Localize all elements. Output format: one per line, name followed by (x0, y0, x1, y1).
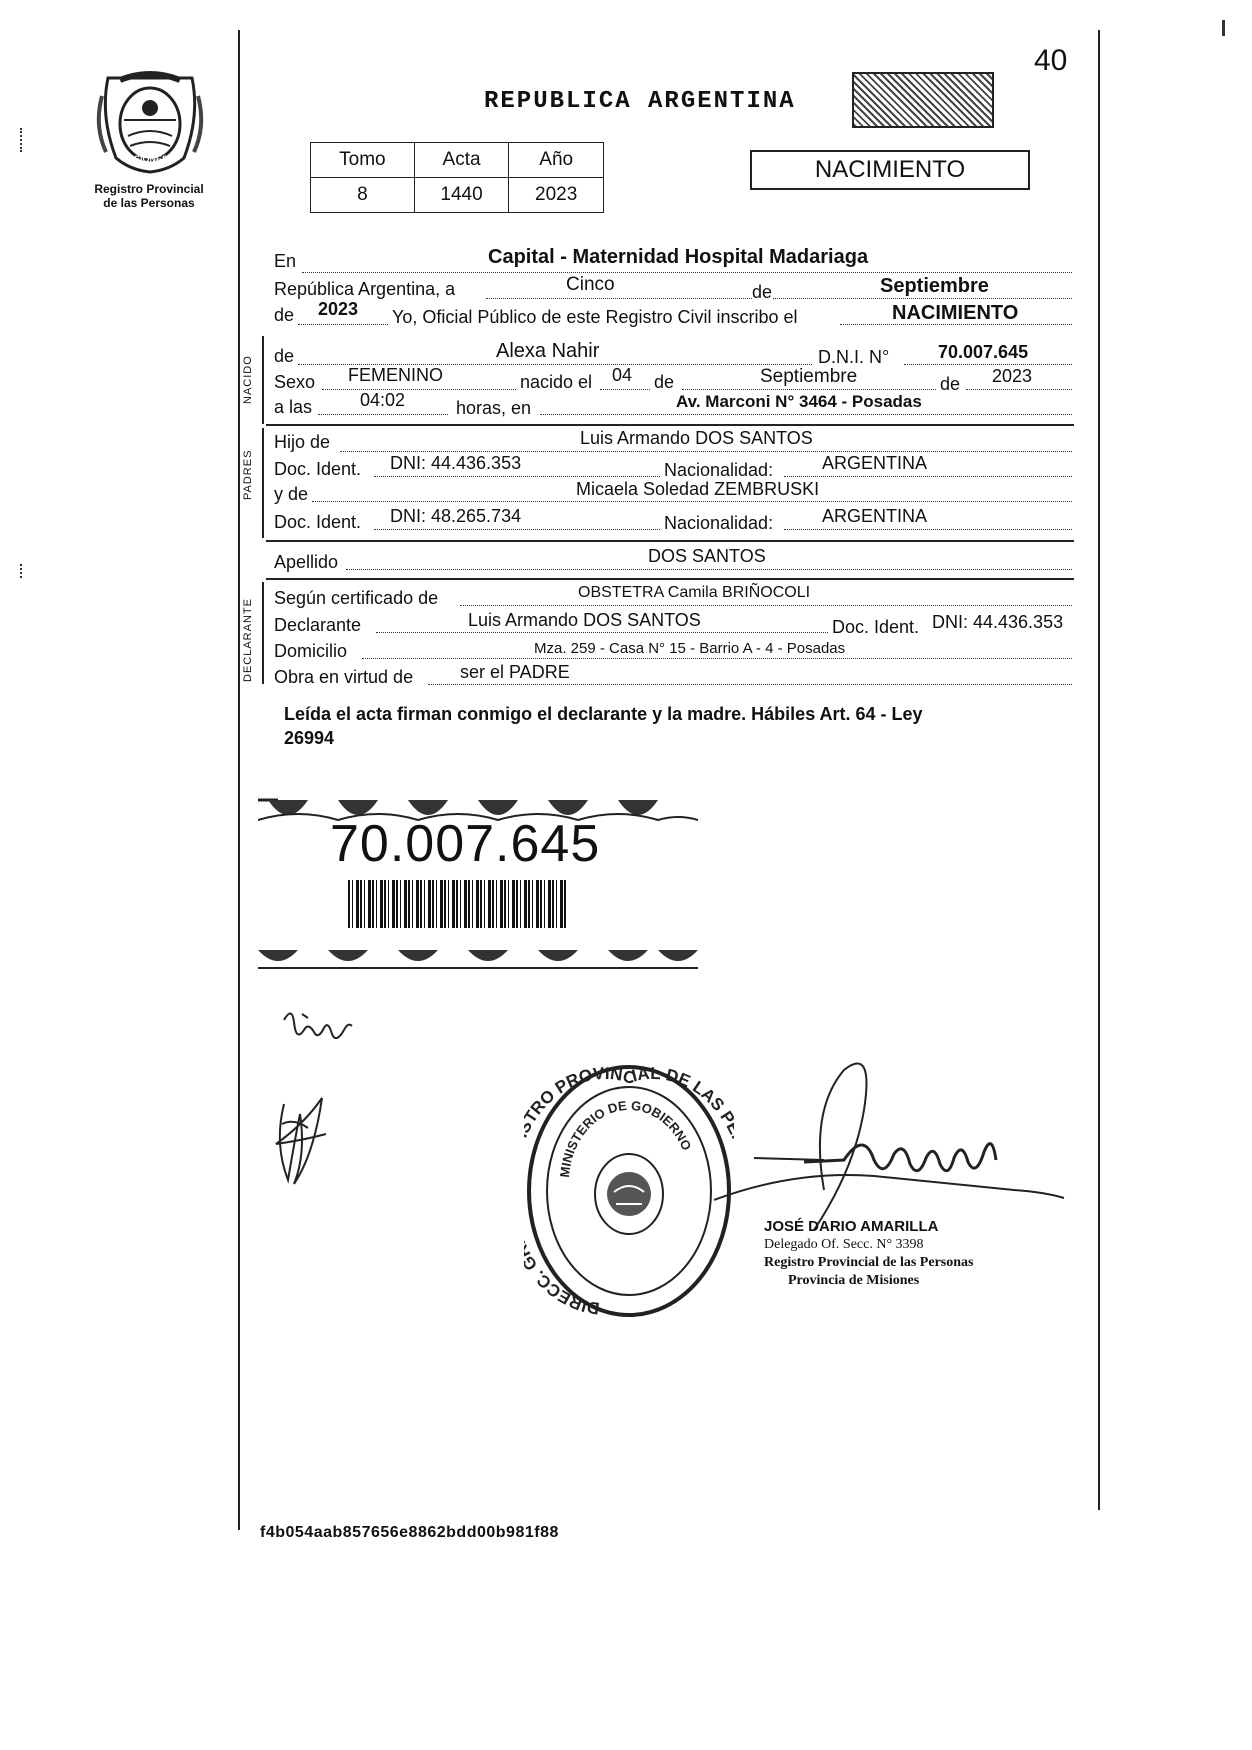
dots-sexo (322, 389, 516, 390)
label-doc-ident-mother: Doc. Ident. (274, 512, 362, 532)
value-declarant-name: Luis Armando DOS SANTOS (468, 610, 701, 630)
guilloche-band-bottom-icon (258, 946, 698, 974)
divider-parents (266, 540, 1074, 542)
registry-seal-icon (524, 1062, 734, 1320)
value-sex: FEMENINO (348, 365, 444, 385)
value-act-word: NACIMIENTO (892, 302, 1019, 324)
security-band-bottom (258, 946, 698, 974)
logo-caption-line1: Registro Provincial (94, 182, 204, 196)
security-stamp (852, 72, 994, 128)
born-bracket (262, 336, 264, 424)
declarant-bracket (262, 582, 264, 684)
value-day-word: Cinco (566, 274, 615, 295)
right-margin-rule (1098, 30, 1100, 1510)
record-header-acta: Acta (414, 143, 509, 178)
record-header-ano: Año (509, 143, 604, 178)
side-label-declarant: DECLARANTE (242, 598, 254, 682)
dots-year (298, 324, 388, 325)
label-republica: República Argentina, a (274, 279, 456, 299)
label-de-birth-year: de (940, 374, 961, 394)
side-label-parents: PADRES (242, 449, 254, 500)
label-nacido-el: nacido el (520, 372, 593, 392)
value-mother-doc: DNI: 48.265.734 (390, 506, 522, 526)
label-apellido: Apellido (274, 552, 339, 572)
record-header-tomo: Tomo (311, 143, 415, 178)
logo-caption (74, 182, 224, 210)
closing-statement (284, 702, 1064, 750)
official-block (764, 1218, 1064, 1290)
dots-birth-year (966, 389, 1072, 390)
label-y-de: y de (274, 484, 309, 504)
dots-address (362, 658, 1072, 659)
official-province: Provincia de Misiones (788, 1273, 920, 1288)
side-label-born: NACIDO (242, 355, 254, 404)
value-birth-month: Septiembre (760, 366, 858, 387)
value-declarant-doc: DNI: 44.436.353 (932, 612, 1064, 632)
value-by-virtue: ser el PADRE (460, 662, 570, 682)
label-obra: Obra en virtud de (274, 667, 414, 687)
dots-birth-place (540, 414, 1072, 415)
dots-birth-day (600, 389, 650, 390)
label-yo: Yo, Oficial Público de este Registro Civil inscribo el (392, 307, 798, 327)
closing-line2: 26994 (284, 728, 335, 748)
value-child-dni: 70.007.645 (938, 342, 1029, 362)
dots-mother-nat (784, 529, 1072, 530)
seal-inner-path: MINISTERIO DE GOBIERNO (556, 1097, 695, 1179)
label-de-month: de (752, 282, 773, 302)
record-acta: 1440 (414, 178, 509, 213)
record-header-row (311, 143, 604, 178)
dots-father (340, 451, 1072, 452)
value-mother-nationality: ARGENTINA (822, 506, 928, 526)
value-surname: DOS SANTOS (648, 546, 766, 566)
declarant-signature (278, 1000, 358, 1056)
official-seal (524, 1062, 734, 1320)
logo-caption-line2: de las Personas (103, 196, 195, 210)
dots-birth-month (682, 389, 936, 390)
dots-by-virtue (428, 684, 1072, 685)
dots-mother-doc (374, 529, 660, 530)
label-sexo: Sexo (274, 372, 316, 392)
label-segun: Según certificado de (274, 588, 439, 608)
dots-declarant (376, 632, 828, 633)
signature-icon (278, 1000, 358, 1056)
record-tomo: 8 (311, 178, 415, 213)
label-a-las: a las (274, 397, 313, 417)
value-father-doc: DNI: 44.436.353 (390, 453, 522, 473)
value-mother-name: Micaela Soledad ZEMBRUSKI (576, 479, 820, 499)
value-father-name: Luis Armando DOS SANTOS (580, 428, 813, 448)
dots-time (318, 414, 448, 415)
value-place: Capital - Maternidad Hospital Madariaga (488, 246, 869, 268)
margin-mark (1222, 20, 1225, 36)
dots-dni (904, 364, 1072, 365)
margin-mark (20, 564, 25, 578)
record-value-row (311, 178, 604, 213)
official-name: JOSÉ DARIO AMARILLA (764, 1218, 939, 1235)
value-certificate-by: OBSTETRA Camila BRIÑOCOLI (578, 584, 811, 601)
margin-mark (20, 128, 25, 152)
record-ano: 2023 (509, 178, 604, 213)
mother-signature (264, 1084, 334, 1194)
dots-father-doc (374, 476, 660, 477)
barcode (348, 880, 566, 928)
value-birth-day: 04 (612, 365, 633, 385)
logo-lettering: MISIONES (124, 154, 169, 164)
dots-mother (312, 501, 1072, 502)
document-hash: f4b054aab857656e8862bdd00b981f88 (260, 1524, 559, 1541)
official-role: Delegado Of. Secc. N° 3398 (764, 1237, 924, 1252)
label-doc-ident-father: Doc. Ident. (274, 459, 362, 479)
value-year: 2023 (318, 299, 359, 319)
value-birth-place: Av. Marconi N° 3464 - Posadas (676, 392, 922, 411)
value-address: Mza. 259 - Casa N° 15 - Barrio A - 4 - Posadas (534, 640, 846, 657)
value-birth-time: 04:02 (360, 390, 406, 410)
parents-bracket (262, 428, 264, 538)
stamp-number: 70.007.645 (330, 815, 601, 873)
value-father-nationality: ARGENTINA (822, 453, 928, 473)
label-de-birth-month: de (654, 372, 675, 392)
label-horas-en: horas, en (456, 398, 532, 418)
dots-republica (486, 298, 1072, 299)
divider-born (266, 424, 1074, 426)
label-en: En (274, 251, 297, 271)
page-number: 40 (1034, 44, 1068, 77)
value-month: Septiembre (880, 275, 989, 297)
official-office: Registro Provincial de las Personas (764, 1255, 974, 1270)
divider-surname (266, 578, 1074, 580)
label-declarante: Declarante (274, 615, 362, 635)
dots-father-nat (784, 476, 1072, 477)
dots-en (302, 272, 1072, 273)
label-nacionalidad-father: Nacionalidad: (664, 460, 774, 480)
label-dni: D.N.I. N° (818, 347, 890, 367)
label-hijo-de: Hijo de (274, 432, 331, 452)
left-margin-rule (238, 30, 240, 1530)
label-nacionalidad-mother: Nacionalidad: (664, 513, 774, 533)
dots-surname (346, 569, 1072, 570)
value-birth-year: 2023 (992, 366, 1033, 386)
document-title: REPUBLICA ARGENTINA (484, 88, 796, 115)
value-child-name: Alexa Nahir (496, 340, 600, 362)
label-domicilio: Domicilio (274, 641, 348, 661)
act-type-box: NACIMIENTO (750, 150, 1030, 190)
signature-icon (264, 1084, 334, 1194)
label-doc-ident-declarant: Doc. Ident. (832, 617, 920, 637)
label-de-name: de (274, 346, 295, 366)
record-table (310, 142, 604, 213)
dots-certificate (460, 605, 1072, 606)
closing-line1: Leída el acta firman conmigo el declarante y la madre. Hábiles Art. 64 - Ley (284, 704, 923, 724)
label-de-year: de (274, 305, 295, 325)
province-logo (90, 66, 210, 178)
seal-outer-path: DIRECC. RO PROVINCIAL DE LAS (526, 1063, 729, 1318)
